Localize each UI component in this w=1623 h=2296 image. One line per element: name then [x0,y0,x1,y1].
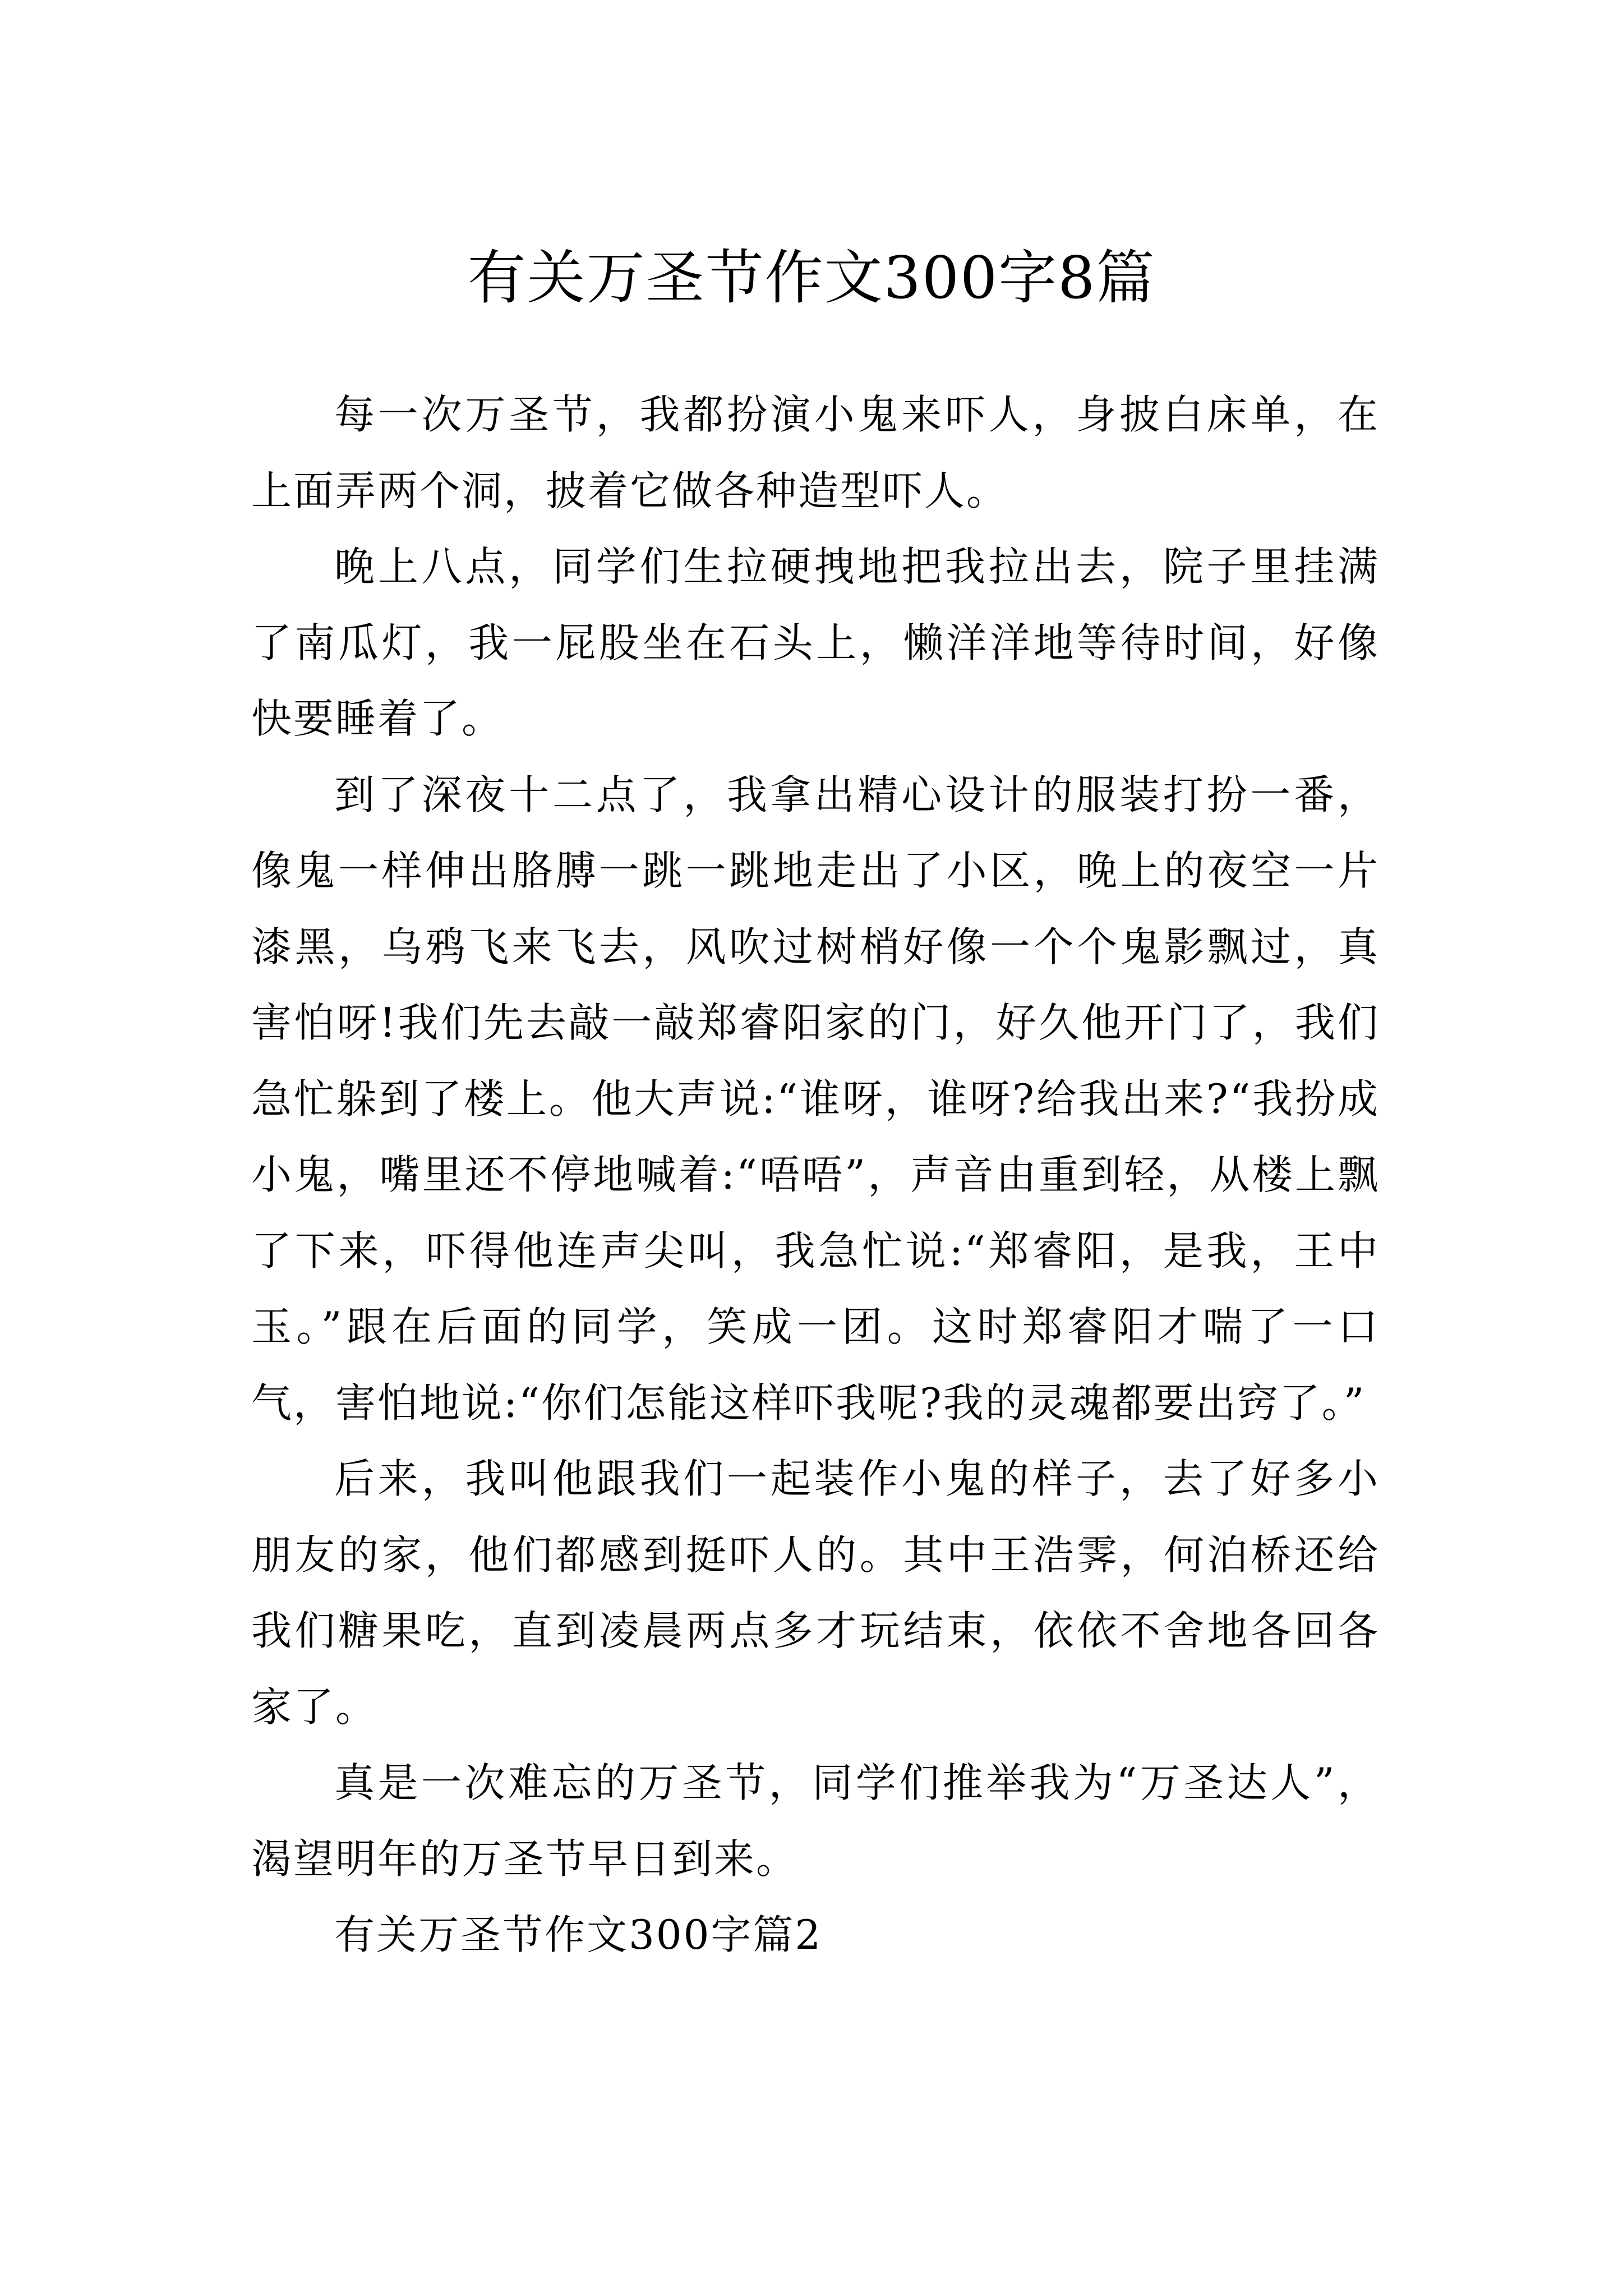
paragraph-3: 到了深夜十二点了，我拿出精心设计的服装打扮一番，像鬼一样伸出胳膊一跳一跳地走出了小区，晚上的夜空一片漆黑，乌鸦飞来飞去，风吹过树梢好像一个个鬼影飘过，真害怕呀!我们先去敲一敲郑睿阳家的门，好久他开门了，我们急忙躲到了楼上。他大声说:“谁呀，谁呀?给我出来?“我扮成小鬼，嘴里还不停地喊着:“唔唔”，声音由重到轻，从楼上飘了下来，吓得他连声尖叫，我急忙说:“郑睿阳，是我，王中玉。”跟在后面的同学，笑成一团。这时郑睿阳才喘了一口气，害怕地说:“你们怎能这样吓我呢?我的灵魂都要出窍了。” [251,771,1380,1427]
section-heading-2: 有关万圣节作文300字篇2 [334,1911,823,1958]
paragraph-2: 晚上八点，同学们生拉硬拽地把我拉出去，院子里挂满了南瓜灯，我一屁股坐在石头上，懒洋洋地等待时间，好像快要睡着了。 [251,543,1380,742]
document-body [251,377,1380,1973]
paragraph-5: 真是一次难忘的万圣节，同学们推举我为“万圣达人”，渴望明年的万圣节早日到来。 [251,1759,1380,1883]
paragraph-4: 后来，我叫他跟我们一起装作小鬼的样子，去了好多小朋友的家，他们都感到挺吓人的。其中王浩霁，何泊桥还给我们糖果吃，直到凌晨两点多才玩结束，依依不舍地各回各家了。 [251,1455,1380,1731]
document-title: 有关万圣节作文300字8篇 [467,243,1156,312]
paragraph-1: 每一次万圣节，我都扮演小鬼来吓人，身披白床单，在上面弄两个洞，披着它做各种造型吓人。 [251,391,1380,514]
